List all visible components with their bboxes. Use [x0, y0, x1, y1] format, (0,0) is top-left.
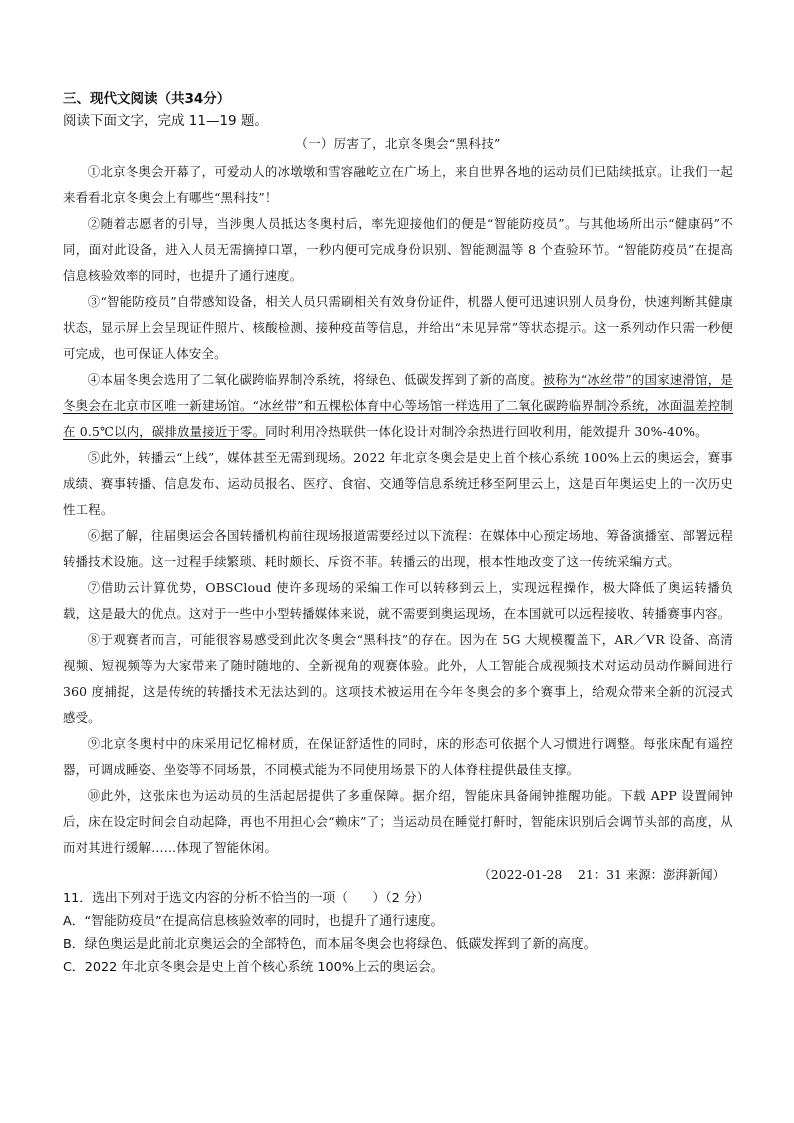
paragraph-4-text: ④本届冬奥会选用了二氧化碳跨临界制冷系统，将绿色、低碳发挥到了新的高度。 — [87, 372, 543, 387]
section-heading: 三、现代文阅读（共34分） — [63, 91, 231, 107]
article-paragraph-2: ②随着志愿者的引导，当涉奥人员抵达冬奥村后，率先迎接他们的便是“智能防疫员”。与其他场所出示“健康码”不同，面对此设备，进入人员无需摘掉口罩，一秒内便可完成身份识别、智能测温等 8 个查验环节。“智能防疫员”在提高信息核验效率的同时，也提升了通行速度。 — [63, 216, 733, 283]
article-paragraph-6: ⑥据了解，往届奥运会各国转播机构前往现场报道需要经过以下流程：在媒体中心预定场地、筹备演播室、部署远程转播技术设施。这一过程手续繁琐、耗时颇长、斥资不菲。转播云的出现，根本性地改变了这一传统采编方式。 — [63, 528, 733, 569]
paragraph-4-underlined-sentence: 被称为“冰丝带”的国家速滑馆，是冬奥会在北京市区唯一新建场馆。“冰丝带”和五棵松体育中心等场馆一样选用了二氧化碳跨临界制冷系统，冰面温差控制在 0.5℃以内，碳排放量接近于零。 — [63, 372, 733, 439]
article-paragraph-9: ⑨北京冬奥村中的床采用记忆棉材质，在保证舒适性的同时，床的形态可依据个人习惯进行调整。每张床配有遥控器，可调成睡姿、坐姿等不同场景，不同模式能为不同使用场景下的人体脊柱提供最佳支撑。 — [63, 736, 733, 777]
question-option-a: A．“智能防疫员”在提高信息核验效率的同时，也提升了通行速度。 — [63, 914, 444, 929]
question-option-b: B．绿色奥运是此前北京奥运会的全部特色，而本届冬奥会也将绿色、低碳发挥到了新的高度。 — [63, 937, 597, 952]
question-stem: 11．选出下列对于选文内容的分析不恰当的一项（ ）（2 分） — [63, 891, 430, 906]
question-option-c: C．2022 年北京冬奥会是史上首个核心系统 100%上云的奥运会。 — [63, 960, 444, 975]
section-instruction: 阅读下面文字，完成 11—19 题。 — [63, 113, 268, 129]
article-paragraph-5: ⑤此外，转播云“上线”，媒体甚至无需到现场。2022 年北京冬奥会是史上首个核心系统 100%上云的奥运会，赛事成绩、赛事转播、信息发布、运动员报名、医疗、食宿、交通等信息系统迁移至阿里云上，这是百年奥运史上的一次历史性工程。 — [63, 450, 733, 517]
article-source: （2022-01-28 21：31 来源：澎湃新闻） — [478, 867, 725, 882]
article-paragraph-3: ③“智能防疫员”自带感知设备，相关人员只需刷相关有效身份证件，机器人便可迅速识别人员身份，快速判断其健康状态，显示屏上会呈现证件照片、核酸检测、接种疫苗等信息，并给出“未见异常”等状态提示。这一系列动作只需一秒便可完成，也可保证人体安全。 — [63, 294, 733, 361]
article-title: （一）厉害了，北京冬奥会“黑科技” — [295, 136, 501, 151]
article-paragraph-1: ①北京冬奥会开幕了，可爱动人的冰墩墩和雪容融屹立在广场上，来自世界各地的运动员们已陆续抵京。让我们一起来看看北京冬奥会上有哪些“黑科技”！ — [63, 164, 733, 205]
article-paragraph-8: ⑧于观赛者而言，可能很容易感受到此次冬奥会“黑科技”的存在。因为在 5G 大规模覆盖下，AR／VR 设备、高清视频、短视频等为大家带来了随时随地的、全新视角的观赛体验。此外，人工智能合成视频技术对运动员动作瞬间进行 360 度捕捉，这是传统的转播技术无法达到的。这项技术被运用在今年冬奥会的多个赛事上，给观众带来全新的沉浸式感受。 — [63, 632, 733, 725]
paragraph-4-text-end: 同时利用冷热联供一体化设计对制冷余热进行回收利用，能效提升 30%-40%。 — [265, 424, 708, 439]
article-paragraph-10: ⑩此外，这张床也为运动员的生活起居提供了多重保障。据介绍，智能床具备闹钟推醒功能。下载 APP 设置闹钟后，床在设定时间会自动起降，再也不用担心会“赖床”了；当运动员在睡觉打鼾时，智能床识别后会调节头部的高度，从而对其进行缓解……体现了智能休闲。 — [63, 788, 733, 855]
article-paragraph-4 — [63, 367, 733, 445]
exam-page — [63, 88, 733, 979]
article-paragraph-7: ⑦借助云计算优势，OBSCloud 使许多现场的采编工作可以转移到云上，实现远程操作，极大降低了奥运转播负载，这是最大的优点。这对于一些中小型转播媒体来说，就不需要到奥运现场，在本国就可以远程接收、转播赛事内容。 — [63, 580, 733, 621]
